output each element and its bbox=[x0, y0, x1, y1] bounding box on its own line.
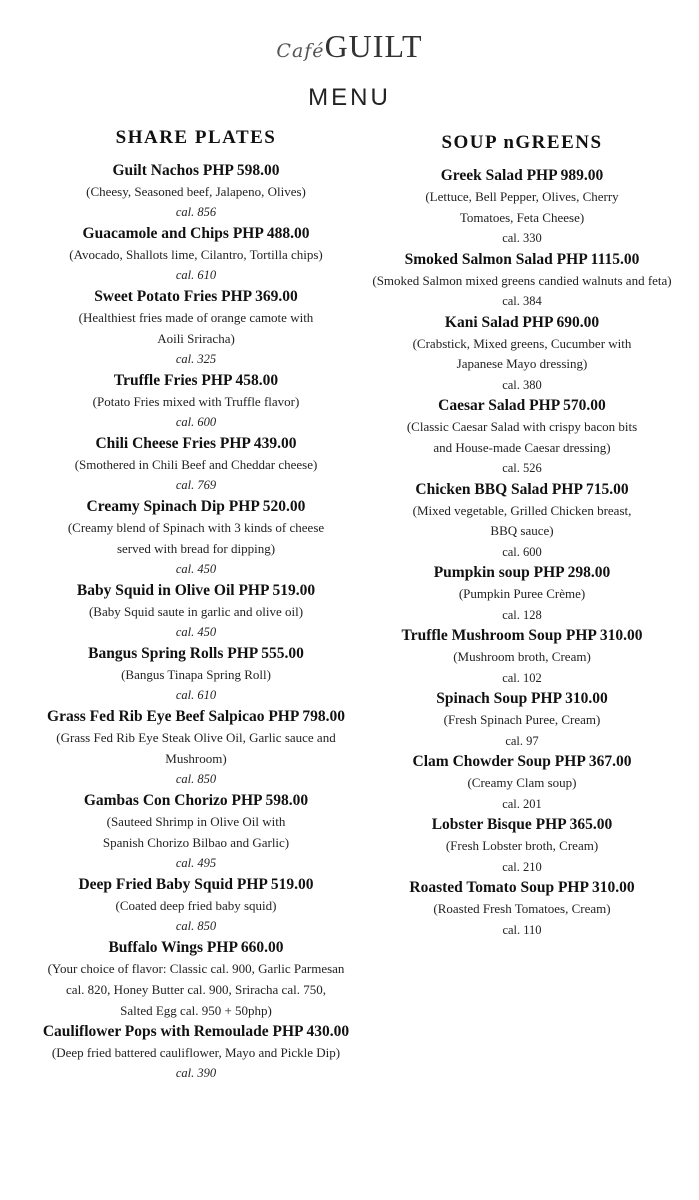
menu-item-description: (Baby Squid saute in garlic and olive oil) bbox=[88, 604, 304, 619]
menu-item bbox=[352, 625, 692, 688]
menu-item bbox=[352, 688, 692, 751]
menu-title: MENU bbox=[308, 84, 391, 111]
menu-item bbox=[22, 286, 370, 370]
menu-item-calories: cal. 390 bbox=[175, 1066, 217, 1080]
menu-item-calories: cal. 110 bbox=[502, 922, 542, 937]
menu-item-description: (Grass Fed Rib Eye Steak Olive Oil, Garlic sauce and bbox=[56, 730, 336, 745]
menu-item bbox=[352, 479, 692, 563]
menu-item-description: (Mushroom broth, Cream) bbox=[453, 649, 591, 664]
menu-item-description: (Your choice of flavor: Classic cal. 900, Garlic Parmesan bbox=[47, 961, 345, 976]
menu-item bbox=[352, 249, 692, 312]
menu-item-calories: cal. 330 bbox=[502, 231, 542, 245]
menu-item-calories: cal. 850 bbox=[175, 919, 217, 933]
menu-item-name: Truffle Fries PHP 458.00 bbox=[113, 372, 279, 389]
menu-item-name: Sweet Potato Fries PHP 369.00 bbox=[94, 288, 298, 305]
menu-item-description: (Bangus Tinapa Spring Roll) bbox=[121, 667, 271, 682]
menu-item-description: served with bread for dipping) bbox=[116, 541, 276, 556]
menu-item-description: (Fresh Spinach Puree, Cream) bbox=[443, 712, 601, 727]
menu-item bbox=[22, 580, 370, 643]
menu-item-name: Guilt Nachos PHP 598.00 bbox=[112, 162, 280, 179]
menu-item bbox=[352, 877, 692, 940]
menu-item-description: (Lettuce, Bell Pepper, Olives, Cherry bbox=[425, 189, 619, 204]
menu-item-description: (Classic Caesar Salad with crispy bacon bits bbox=[406, 419, 638, 434]
menu-item-calories: cal. 128 bbox=[502, 607, 542, 622]
menu-item-description: (Deep fried battered cauliflower, Mayo and Pickle Dip) bbox=[51, 1045, 341, 1060]
menu-item-calories: cal. 495 bbox=[175, 856, 217, 870]
menu-item-name: Creamy Spinach Dip PHP 520.00 bbox=[86, 498, 306, 515]
menu-item-name: Cauliflower Pops with Remoulade PHP 430.00 bbox=[42, 1023, 350, 1040]
menu-item bbox=[22, 874, 370, 937]
menu-item-description: (Cheesy, Seasoned beef, Jalapeno, Olives) bbox=[86, 184, 306, 199]
menu-item bbox=[22, 433, 370, 496]
menu-item bbox=[22, 937, 370, 1021]
soup-greens-list bbox=[352, 165, 692, 940]
menu-item-calories: cal. 380 bbox=[502, 377, 542, 392]
menu-item-calories: cal. 526 bbox=[502, 461, 542, 475]
menu-item bbox=[22, 706, 370, 790]
menu-item-calories: cal. 450 bbox=[175, 562, 217, 576]
menu-item-calories: cal. 600 bbox=[502, 544, 542, 559]
menu-item-description: (Creamy Clam soup) bbox=[467, 775, 577, 790]
menu-item-calories: cal. 384 bbox=[502, 294, 542, 308]
menu-item-calories: cal. 325 bbox=[175, 352, 217, 366]
menu-item bbox=[352, 751, 692, 814]
menu-item-calories: cal. 450 bbox=[175, 625, 217, 639]
menu-item-name: Kani Salad PHP 690.00 bbox=[444, 313, 600, 331]
menu-item-description: (Crabstick, Mixed greens, Cucumber with bbox=[412, 335, 632, 351]
menu-item bbox=[22, 370, 370, 433]
menu-item-name: Guacamole and Chips PHP 488.00 bbox=[82, 225, 310, 242]
menu-item-description: (Creamy blend of Spinach with 3 kinds of cheese bbox=[67, 520, 325, 535]
menu-item-calories: cal. 97 bbox=[505, 733, 539, 748]
menu-item bbox=[352, 165, 692, 249]
menu-item-description: cal. 820, Honey Butter cal. 900, Sriracha cal. 750, bbox=[66, 982, 326, 997]
menu-item-name: Pumpkin soup PHP 298.00 bbox=[433, 564, 611, 581]
menu-item bbox=[22, 1021, 370, 1084]
menu-item-description: (Mixed vegetable, Grilled Chicken breast, bbox=[412, 502, 632, 518]
menu-item-description: Spanish Chorizo Bilbao and Garlic) bbox=[102, 835, 290, 850]
menu-item bbox=[22, 496, 370, 580]
section-title: SOUP nGREENS bbox=[441, 132, 603, 153]
menu-item-description: Tomatoes, Feta Cheese) bbox=[459, 209, 585, 225]
menu-item-description: BBQ sauce) bbox=[490, 523, 554, 538]
menu-item bbox=[22, 643, 370, 706]
menu-item-name: Chili Cheese Fries PHP 439.00 bbox=[95, 435, 297, 452]
menu-item-description: (Roasted Fresh Tomatoes, Cream) bbox=[433, 901, 611, 916]
menu-item-calories: cal. 856 bbox=[175, 205, 217, 219]
menu-item bbox=[352, 814, 692, 877]
menu-item-name: Smoked Salmon Salad PHP 1115.00 bbox=[404, 250, 640, 268]
menu-item-calories: cal. 210 bbox=[502, 859, 542, 874]
menu-item bbox=[352, 395, 692, 479]
menu-item-description: (Smoked Salmon mixed greens candied walnuts and feta) bbox=[372, 272, 672, 288]
menu-item-name: Buffalo Wings PHP 660.00 bbox=[108, 939, 284, 956]
menu-item-description: (Fresh Lobster broth, Cream) bbox=[445, 838, 599, 853]
menu-item bbox=[22, 160, 370, 223]
menu-item-name: Deep Fried Baby Squid PHP 519.00 bbox=[78, 876, 314, 893]
menu-item bbox=[22, 223, 370, 286]
menu-item-description: and House-made Caesar dressing) bbox=[433, 439, 611, 455]
menu-item-name: Spinach Soup PHP 310.00 bbox=[436, 690, 608, 707]
menu-item-description: (Coated deep fried baby squid) bbox=[115, 898, 277, 913]
soup-greens-section bbox=[352, 131, 692, 940]
share-plates-section bbox=[22, 126, 370, 1084]
menu-item-name: Gambas Con Chorizo PHP 598.00 bbox=[83, 792, 309, 809]
menu-item-name: Grass Fed Rib Eye Beef Salpicao PHP 798.00 bbox=[47, 708, 345, 725]
menu-item-description: (Pumpkin Puree Crème) bbox=[458, 586, 586, 601]
section-title: SHARE PLATES bbox=[115, 127, 277, 148]
menu-item-name: Roasted Tomato Soup PHP 310.00 bbox=[409, 879, 635, 896]
logo-script: Café bbox=[276, 40, 325, 62]
cafe-logo bbox=[0, 28, 699, 65]
menu-item-description: (Healthiest fries made of orange camote with bbox=[78, 310, 314, 325]
logo-brand: GUILT bbox=[324, 28, 423, 64]
menu-item-name: Lobster Bisque PHP 365.00 bbox=[431, 816, 613, 833]
menu-item-calories: cal. 102 bbox=[502, 670, 542, 685]
menu-item-description: Aoili Sriracha) bbox=[157, 331, 235, 346]
menu-item-description: (Potato Fries mixed with Truffle flavor) bbox=[92, 394, 300, 409]
menu-item-calories: cal. 610 bbox=[175, 688, 217, 702]
menu-item-name: Caesar Salad PHP 570.00 bbox=[438, 397, 606, 414]
menu-item-description: (Sauteed Shrimp in Olive Oil with bbox=[106, 814, 286, 829]
menu-item-description: Mushroom) bbox=[165, 751, 227, 766]
menu-item-calories: cal. 610 bbox=[175, 268, 217, 282]
menu-item-description: Salted Egg cal. 950 + 50php) bbox=[120, 1003, 272, 1018]
menu-item-calories: cal. 850 bbox=[175, 772, 217, 786]
menu-item-calories: cal. 769 bbox=[175, 478, 217, 492]
share-plates-list bbox=[22, 160, 370, 1084]
menu-item-name: Truffle Mushroom Soup PHP 310.00 bbox=[401, 627, 643, 644]
menu-item bbox=[22, 790, 370, 874]
menu-item-description: Japanese Mayo dressing) bbox=[456, 356, 588, 371]
menu-item-name: Baby Squid in Olive Oil PHP 519.00 bbox=[76, 582, 316, 599]
menu-item-name: Greek Salad PHP 989.00 bbox=[440, 167, 604, 184]
menu-item-calories: cal. 600 bbox=[175, 415, 217, 429]
menu-item-description: (Smothered in Chili Beef and Cheddar cheese) bbox=[74, 457, 318, 472]
menu-item-name: Clam Chowder Soup PHP 367.00 bbox=[412, 753, 632, 770]
menu-item-description: (Avocado, Shallots lime, Cilantro, Tortilla chips) bbox=[69, 247, 323, 262]
menu-item-calories: cal. 201 bbox=[502, 796, 542, 811]
menu-item-name: Chicken BBQ Salad PHP 715.00 bbox=[415, 480, 629, 498]
menu-item bbox=[352, 562, 692, 625]
menu-item bbox=[352, 312, 692, 396]
menu-item-name: Bangus Spring Rolls PHP 555.00 bbox=[88, 645, 304, 662]
